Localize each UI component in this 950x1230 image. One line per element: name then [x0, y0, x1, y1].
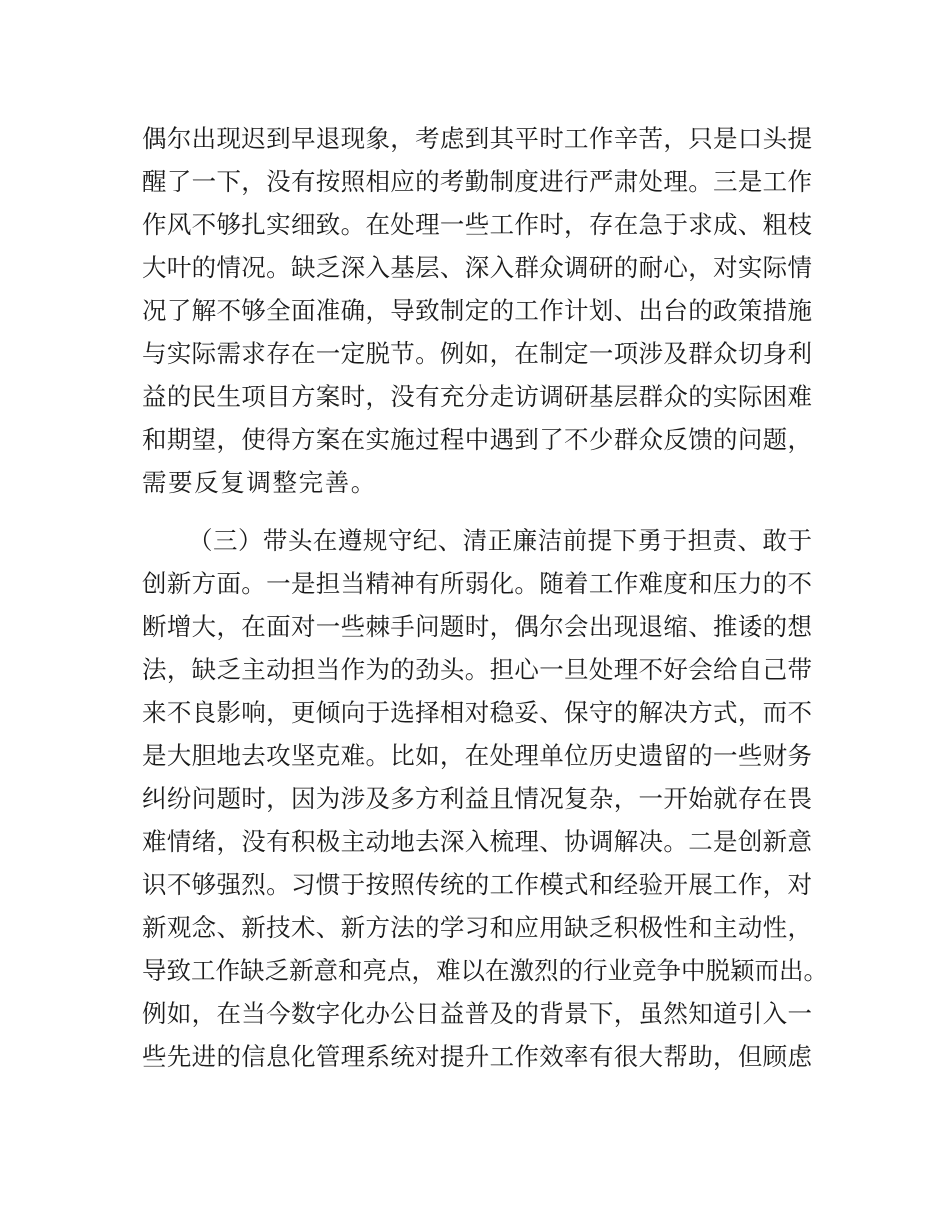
paragraph-line: 识不够强烈。习惯于按照传统的工作模式和经验开展工作，对 [142, 870, 812, 899]
paragraph-line: 例如，在当今数字化办公日益普及的背景下，虽然知道引入一 [142, 999, 812, 1028]
paragraph-line: 是大胆地去攻坚克难。比如，在处理单位历史遗留的一些财务 [142, 741, 812, 770]
paragraph-line: 和期望，使得方案在实施过程中遇到了不少群众反馈的问题， [142, 425, 812, 454]
paragraph-line: 难情绪，没有积极主动地去深入梳理、协调解决。二是创新意 [142, 827, 812, 856]
paragraph-line: 与实际需求存在一定脱节。例如，在制定一项涉及群众切身利 [142, 339, 812, 368]
paragraph-line: 益的民生项目方案时，没有充分走访调研基层群众的实际困难 [142, 382, 812, 411]
paragraph-line: 况了解不够全面准确，导致制定的工作计划、出台的政策措施 [142, 296, 812, 325]
paragraph-line: 醒了一下，没有按照相应的考勤制度进行严肃处理。三是工作 [142, 167, 812, 196]
paragraph-line: 纠纷问题时，因为涉及多方利益且情况复杂，一开始就存在畏 [142, 784, 812, 813]
paragraph-line: 导致工作缺乏新意和亮点，难以在激烈的行业竞争中脱颖而出。 [142, 956, 828, 985]
paragraph-1 [142, 117, 812, 504]
paragraph-line: 需要反复调整完善。 [142, 468, 377, 497]
paragraph-line: 些先进的信息化管理系统对提升工作效率有很大帮助，但顾虑 [142, 1042, 812, 1071]
paragraph-line: 创新方面。一是担当精神有所弱化。随着工作难度和压力的不 [142, 569, 812, 598]
section-heading-line: （三）带头在遵规守纪、清正廉洁前提下勇于担责、敢于 [188, 526, 812, 555]
paragraph-2 [142, 519, 828, 1078]
paragraph-line: 大叶的情况。缺乏深入基层、深入群众调研的耐心，对实际情 [142, 253, 812, 282]
paragraph-line: 作风不够扎实细致。在处理一些工作时，存在急于求成、粗枝 [142, 210, 812, 239]
paragraph-line: 法，缺乏主动担当作为的劲头。担心一旦处理不好会给自己带 [142, 655, 812, 684]
paragraph-line: 来不良影响，更倾向于选择相对稳妥、保守的解决方式，而不 [142, 698, 812, 727]
paragraph-line: 偶尔出现迟到早退现象，考虑到其平时工作辛苦，只是口头提 [142, 124, 812, 153]
paragraph-line: 断增大，在面对一些棘手问题时，偶尔会出现退缩、推诿的想 [142, 612, 812, 641]
paragraph-line: 新观念、新技术、新方法的学习和应用缺乏积极性和主动性， [142, 913, 812, 942]
